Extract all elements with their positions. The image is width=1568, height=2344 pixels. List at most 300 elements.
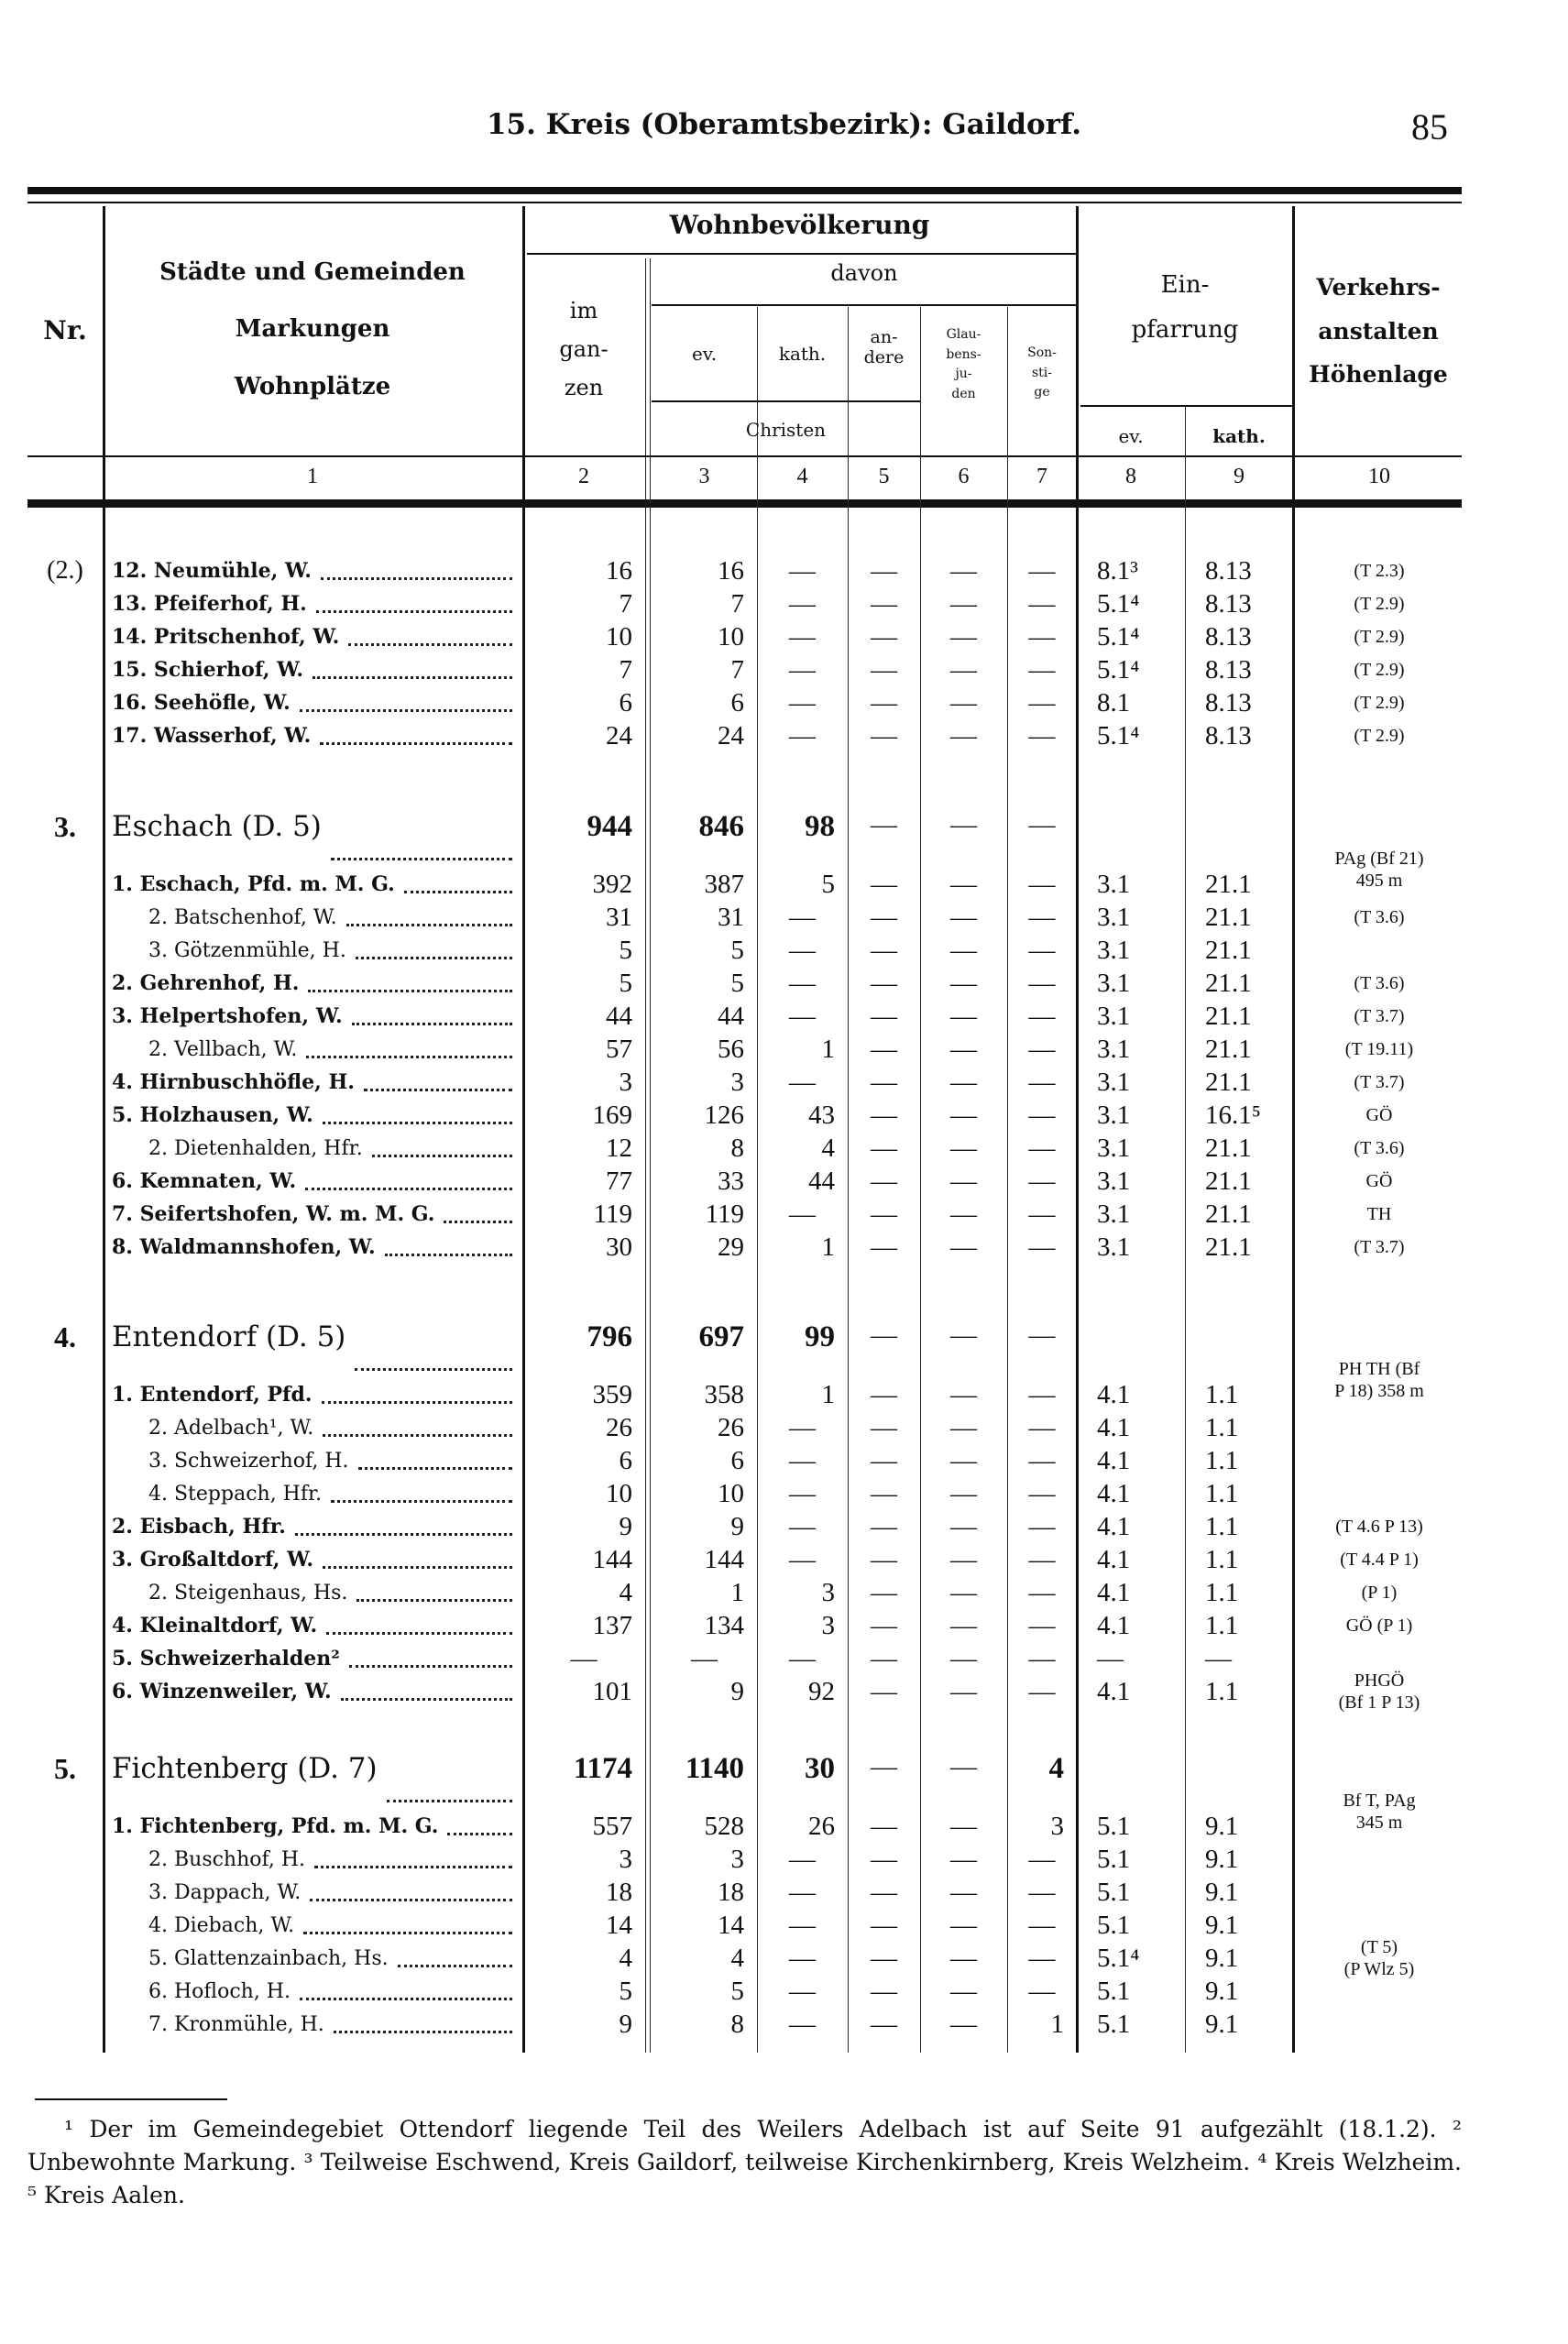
- place-name: [112, 1066, 518, 1099]
- dot-leader: [356, 956, 512, 959]
- place-name-text: 2. Buschhof, H.: [148, 1847, 306, 1871]
- header-col1-line3: Wohnplätze: [234, 373, 391, 400]
- value-cell-col-2: 359: [592, 1379, 632, 1409]
- value-cell-col-2: 796: [587, 1320, 632, 1353]
- value-cell-col-5: —: [871, 1320, 897, 1350]
- value-cell-col-3: 144: [704, 1544, 744, 1574]
- value-cell-col-5: —: [871, 621, 897, 652]
- value-cell-col-5: —: [871, 1232, 897, 1262]
- place-name: [112, 1609, 518, 1642]
- value-cell-col-2: 944: [587, 810, 632, 843]
- dot-leader: [295, 1532, 512, 1536]
- dot-leader: [358, 1466, 513, 1470]
- value-cell-col-3: 9: [730, 1511, 744, 1541]
- value-cell-col-7: —: [1028, 1412, 1056, 1442]
- place-name: [148, 934, 518, 967]
- place-name-text: 5. Glattenzainbach, Hs.: [148, 1946, 389, 1970]
- value-cell-col-9: 1.1: [1205, 1445, 1239, 1475]
- value-cell-col-9: 9.1: [1205, 1877, 1239, 1907]
- value-cell-col-4: 5: [821, 869, 835, 899]
- value-cell-col-3: 44: [718, 1001, 744, 1031]
- value-cell-col-7: —: [1028, 1976, 1056, 2006]
- place-name: [112, 1165, 518, 1198]
- value-cell-col-9: 1.1: [1205, 1577, 1239, 1607]
- value-cell-col-7: —: [1028, 968, 1056, 998]
- value-cell-col-7: —: [1028, 1610, 1056, 1640]
- value-cell-col-3: 387: [704, 869, 744, 899]
- value-cell-col-3: 5: [730, 1976, 744, 2006]
- value-cell-col-5: —: [871, 1100, 897, 1130]
- dot-leader: [341, 1697, 512, 1701]
- value-cell-col-3: 10: [718, 1478, 744, 1508]
- table-row: [0, 1876, 1568, 1909]
- value-cell-col-9: 8.13: [1205, 654, 1252, 685]
- place-name-text: 17. Wasserhof, W.: [112, 724, 312, 748]
- value-cell-col-4: —: [789, 1412, 816, 1442]
- dot-leader: [314, 1865, 512, 1868]
- value-cell-col-8: 4.1: [1097, 1445, 1131, 1475]
- value-cell-col-2: 101: [592, 1676, 632, 1706]
- place-name-text: 2. Eisbach, Hfr.: [112, 1515, 286, 1539]
- value-cell-col-7: —: [1028, 869, 1056, 899]
- place-name-text: 2. Vellbach, W.: [148, 1037, 298, 1061]
- value-cell-col-8: 4.1: [1097, 1478, 1131, 1508]
- table-row: [0, 934, 1568, 967]
- table-row: [0, 1132, 1568, 1165]
- column-number: 2: [578, 465, 589, 488]
- value-cell-col-6: —: [950, 1067, 977, 1097]
- value-cell-col-3: 846: [698, 810, 744, 843]
- place-name-text: 12. Neumühle, W.: [112, 559, 312, 583]
- place-name-text: 1. Fichtenberg, Pfd. m. M. G.: [112, 1814, 439, 1838]
- dot-leader: [398, 1964, 512, 1967]
- value-cell-col-4: —: [789, 720, 816, 750]
- place-name-text: 16. Seehöfle, W.: [112, 691, 291, 715]
- place-name: [148, 901, 518, 934]
- value-cell-col-5: —: [871, 1577, 897, 1607]
- value-cell-col-4: —: [789, 935, 816, 965]
- municipality-name: [112, 806, 518, 868]
- value-cell-col-5: —: [871, 1976, 897, 2006]
- value-cell-col-5: —: [871, 1412, 897, 1442]
- value-cell-col-8: 3.1: [1097, 1232, 1131, 1262]
- table-row: [0, 620, 1568, 653]
- value-cell-col-7: —: [1028, 654, 1056, 685]
- dot-leader: [300, 708, 512, 712]
- value-cell-col-7: —: [1028, 1676, 1056, 1706]
- dot-leader: [349, 1664, 512, 1668]
- header-nr: Nr.: [43, 315, 87, 345]
- value-cell-col-3: 8: [730, 1133, 744, 1163]
- place-name-text: 3. Großaltdorf, W.: [112, 1548, 314, 1572]
- traffic-elevation-note: (T 2.9): [1354, 660, 1405, 680]
- header-verkehr-hoehenlage: Verkehrs- anstalten Höhenlage: [1309, 274, 1448, 388]
- table-row: [0, 1543, 1568, 1576]
- municipality-name: [112, 1317, 518, 1378]
- traffic-elevation-note: (T 3.7): [1354, 1237, 1405, 1257]
- traffic-elevation-note: GÖ: [1365, 1171, 1393, 1191]
- traffic-elevation-note: (T 4.4 P 1): [1340, 1550, 1419, 1570]
- value-cell-col-9: 21.1: [1205, 902, 1252, 932]
- value-cell-col-3: 16: [718, 555, 744, 586]
- traffic-elevation-note: (T 2.9): [1354, 627, 1405, 647]
- value-cell-col-5: —: [871, 1643, 897, 1673]
- value-cell-col-2: 392: [592, 869, 632, 899]
- value-cell-col-8: 5.1: [1097, 1811, 1131, 1841]
- dot-leader: [334, 2030, 512, 2033]
- value-cell-col-7: —: [1028, 621, 1056, 652]
- value-cell-col-8: 3.1: [1097, 935, 1131, 965]
- value-cell-col-7: —: [1028, 1478, 1056, 1508]
- place-name: [112, 1675, 518, 1708]
- value-cell-col-9: 1.1: [1205, 1676, 1239, 1706]
- traffic-elevation-note: (T 4.6 P 13): [1335, 1517, 1423, 1537]
- value-cell-col-2: 12: [606, 1133, 632, 1163]
- traffic-elevation-note: (T 5) (P Wlz 5): [1343, 1937, 1415, 1979]
- value-cell-col-5: —: [871, 2009, 897, 2039]
- value-cell-col-7: —: [1028, 720, 1056, 750]
- value-cell-col-4: 30: [805, 1752, 835, 1785]
- value-cell-col-2: 31: [606, 902, 632, 932]
- traffic-elevation-note: [1293, 2008, 1465, 2041]
- table-row: [0, 554, 1568, 587]
- traffic-elevation-note: PHGÖ (Bf 1 P 13): [1338, 1670, 1420, 1713]
- table-row: [0, 1033, 1568, 1066]
- value-cell-col-6: —: [950, 1320, 977, 1350]
- traffic-elevation-note: (T 3.6): [1354, 907, 1405, 927]
- value-cell-col-7: 3: [1050, 1811, 1064, 1841]
- table-row: [0, 1411, 1568, 1444]
- value-cell-col-8: 3.1: [1097, 1067, 1131, 1097]
- value-cell-col-5: —: [871, 902, 897, 932]
- value-cell-col-2: 6: [619, 1445, 632, 1475]
- header-davon: davon: [830, 260, 898, 286]
- traffic-elevation-note: [1293, 1477, 1465, 1510]
- value-cell-col-8: [1077, 1317, 1185, 1378]
- value-cell-col-3: 6: [730, 687, 744, 717]
- value-cell-col-7: —: [1028, 687, 1056, 717]
- value-cell-col-9: 21.1: [1205, 869, 1252, 899]
- value-cell-col-4: —: [789, 968, 816, 998]
- traffic-elevation-note: (P 1): [1361, 1583, 1398, 1603]
- place-name: [112, 967, 518, 1000]
- value-cell-col-9: 1.1: [1205, 1511, 1239, 1541]
- value-cell-col-4: 98: [805, 810, 835, 843]
- traffic-elevation-note: (T 3.6): [1354, 1138, 1405, 1158]
- table-row: [0, 901, 1568, 934]
- value-cell-col-6: —: [950, 1676, 977, 1706]
- dot-leader: [385, 1253, 512, 1256]
- place-name-text: 4. Diebach, W.: [148, 1913, 295, 1937]
- dot-leader: [322, 1400, 512, 1404]
- place-name: [148, 1132, 518, 1165]
- value-cell-col-8: 4.1: [1097, 1511, 1131, 1541]
- value-cell-col-4: —: [789, 555, 816, 586]
- value-cell-col-6: —: [950, 621, 977, 652]
- value-cell-col-4: 92: [808, 1676, 835, 1706]
- value-cell-col-4: —: [789, 1067, 816, 1097]
- place-name-text: 5. Holzhausen, W.: [112, 1103, 313, 1127]
- value-cell-col-6: —: [950, 1943, 977, 1973]
- value-cell-col-5: —: [871, 1445, 897, 1475]
- value-cell-col-7: —: [1028, 1034, 1056, 1064]
- value-cell-col-3: 31: [718, 902, 744, 932]
- value-cell-col-3: 9: [730, 1676, 744, 1706]
- value-cell-col-4: 1: [821, 1379, 835, 1409]
- value-cell-col-9: 8.13: [1205, 588, 1252, 619]
- place-name: [148, 1477, 518, 1510]
- dot-leader: [313, 675, 512, 679]
- place-name-text: 2. Gehrenhof, H.: [112, 971, 300, 995]
- dot-leader: [316, 609, 512, 613]
- value-cell-col-6: —: [950, 687, 977, 717]
- value-cell-col-8: 5.1: [1097, 1844, 1131, 1874]
- traffic-elevation-note: [1293, 1378, 1465, 1411]
- value-cell-col-2: 57: [606, 1034, 632, 1064]
- column-number: 6: [958, 465, 970, 488]
- header-wohnbevoelkerung: Wohnbevölkerung: [669, 210, 930, 240]
- traffic-elevation-note: [1293, 868, 1465, 901]
- traffic-elevation-note: [1293, 1876, 1465, 1909]
- traffic-elevation-note: PAg (Bf 21) 495 m: [1334, 849, 1424, 891]
- place-name: [148, 1942, 518, 1975]
- value-cell-col-7: —: [1028, 1877, 1056, 1907]
- traffic-elevation-note: [1293, 1444, 1465, 1477]
- value-cell-col-2: 10: [606, 1478, 632, 1508]
- value-cell-col-3: 26: [718, 1412, 744, 1442]
- value-cell-col-2: 4: [619, 1943, 632, 1973]
- value-cell-col-5: —: [871, 1133, 897, 1163]
- column-number: 3: [698, 465, 710, 488]
- value-cell-col-6: —: [950, 1511, 977, 1541]
- top-thick-rule: [27, 187, 1462, 194]
- table-row: [0, 1510, 1568, 1543]
- value-cell-col-6: —: [950, 869, 977, 899]
- traffic-elevation-note: (T 3.7): [1354, 1072, 1405, 1092]
- table-row: [0, 1810, 1568, 1843]
- place-name: [112, 1510, 518, 1543]
- value-cell-col-2: 44: [606, 1001, 632, 1031]
- value-cell-col-4: —: [789, 687, 816, 717]
- traffic-elevation-note: [1293, 934, 1465, 967]
- traffic-elevation-note: (T 2.9): [1354, 726, 1405, 746]
- place-name-text: 3. Helpertshofen, W.: [112, 1004, 343, 1028]
- traffic-elevation-note: (T 2.3): [1354, 561, 1405, 581]
- section-number: 3.: [54, 810, 76, 843]
- value-cell-col-2: 137: [592, 1610, 632, 1640]
- value-cell-col-9: 8.13: [1205, 687, 1252, 717]
- dot-leader: [404, 890, 512, 893]
- value-cell-col-8: 5.1: [1097, 2009, 1131, 2039]
- value-cell-col-2: 24: [606, 720, 632, 750]
- value-cell-col-8: [1077, 1748, 1185, 1810]
- value-cell-col-8: 5.1⁴: [1097, 654, 1140, 685]
- value-cell-col-9: 9.1: [1205, 1910, 1239, 1940]
- value-cell-col-3: 358: [704, 1379, 744, 1409]
- value-cell-col-6: —: [950, 902, 977, 932]
- value-cell-col-3: 697: [698, 1320, 744, 1353]
- value-cell-col-6: —: [950, 720, 977, 750]
- value-cell-col-6: —: [950, 1166, 977, 1196]
- value-cell-col-9: 9.1: [1205, 1844, 1239, 1874]
- table-row: [0, 686, 1568, 719]
- traffic-elevation-note: (T 19.11): [1344, 1039, 1414, 1059]
- value-cell-col-5: —: [871, 810, 897, 839]
- value-cell-col-8: [1077, 806, 1185, 868]
- value-cell-col-9: 16.1⁵: [1205, 1100, 1261, 1130]
- wohnbev-underline: [527, 253, 1077, 255]
- value-cell-col-8: 4.1: [1097, 1412, 1131, 1442]
- place-name-text: 2. Steigenhaus, Hs.: [148, 1581, 348, 1605]
- place-name: [148, 1033, 518, 1066]
- value-cell-col-6: —: [950, 1976, 977, 2006]
- dot-leader: [346, 923, 512, 926]
- column-number: 10: [1368, 465, 1390, 488]
- value-cell-col-2: —: [570, 1643, 598, 1673]
- value-cell-col-8: 3.1: [1097, 869, 1131, 899]
- place-name-text: 8. Waldmannshofen, W.: [112, 1235, 376, 1259]
- place-name-text: 2. Adelbach¹, W.: [148, 1416, 314, 1440]
- dot-leader: [331, 857, 512, 860]
- value-cell-col-9: 21.1: [1205, 1034, 1252, 1064]
- value-cell-col-9: 8.13: [1205, 621, 1252, 652]
- value-cell-col-6: —: [950, 935, 977, 965]
- value-cell-col-5: —: [871, 1910, 897, 1940]
- value-cell-col-6: —: [950, 1478, 977, 1508]
- value-cell-col-3: 4: [730, 1943, 744, 1973]
- table-row: [0, 967, 1568, 1000]
- value-cell-col-4: —: [789, 1910, 816, 1940]
- value-cell-col-8: 5.1⁴: [1097, 720, 1140, 750]
- value-cell-col-9: 21.1: [1205, 1001, 1252, 1031]
- table-row: [0, 587, 1568, 620]
- traffic-elevation-note: Bf T, PAg 345 m: [1343, 1791, 1416, 1833]
- value-cell-col-9: —: [1205, 1643, 1232, 1673]
- value-cell-col-7: 4: [1048, 1752, 1064, 1785]
- value-cell-col-8: 4.1: [1097, 1676, 1131, 1706]
- place-name-text: 4. Hirnbuschhöfle, H.: [112, 1070, 355, 1094]
- column-number: 9: [1234, 465, 1245, 488]
- value-cell-col-4: —: [789, 1511, 816, 1541]
- value-cell-col-7: —: [1028, 1844, 1056, 1874]
- value-cell-col-5: —: [871, 654, 897, 685]
- traffic-elevation-note: PH TH (Bf P 18) 358 m: [1334, 1359, 1424, 1401]
- value-cell-col-2: 4: [619, 1577, 632, 1607]
- value-cell-col-9: 9.1: [1205, 1943, 1239, 1973]
- value-cell-col-3: 3: [730, 1067, 744, 1097]
- value-cell-col-5: —: [871, 1067, 897, 1097]
- header-ev: ev.: [691, 343, 718, 365]
- column-number: 8: [1125, 465, 1136, 488]
- dot-leader: [310, 1898, 512, 1901]
- section-number: 4.: [54, 1320, 76, 1353]
- place-name: [148, 1975, 518, 2008]
- dot-leader: [348, 642, 512, 646]
- value-cell-col-3: 126: [704, 1100, 744, 1130]
- dot-leader: [320, 741, 512, 745]
- value-cell-col-5: —: [871, 588, 897, 619]
- value-cell-col-7: —: [1028, 810, 1056, 839]
- table-row: [0, 1165, 1568, 1198]
- traffic-elevation-note: [1293, 1843, 1465, 1876]
- place-name: [112, 1642, 518, 1675]
- value-cell-col-9: [1185, 806, 1293, 868]
- place-name-text: 4. Steppach, Hfr.: [148, 1482, 323, 1506]
- value-cell-col-7: —: [1028, 1067, 1056, 1097]
- top-thin-rule: [27, 202, 1462, 203]
- header-col1-line2: Markungen: [235, 315, 390, 343]
- value-cell-col-7: —: [1028, 588, 1056, 619]
- value-cell-col-7: —: [1028, 1445, 1056, 1475]
- value-cell-col-7: —: [1028, 1199, 1056, 1229]
- footnotes: ¹ Der im Gemeindegebiet Ottendorf liegende Teil des Weilers Adelbach ist auf Seite 91 aufgezählt (18.1.2). ² Unbewohnte Markung. ³ Teilweise Eschwend, Kreis Gaildorf, teilweise Kirchenkirnberg, Kreis Welzheim. ⁴ Kreis Welzheim. ⁵ Kreis Aalen.: [27, 2116, 1462, 2208]
- value-cell-col-5: —: [871, 1877, 897, 1907]
- place-name: [112, 1231, 518, 1264]
- value-cell-col-9: 21.1: [1205, 1133, 1252, 1163]
- value-cell-col-9: 21.1: [1205, 1199, 1252, 1229]
- traffic-elevation-note: [1293, 1975, 1465, 2008]
- table-row: [0, 1099, 1568, 1132]
- value-cell-col-3: 7: [730, 654, 744, 685]
- value-cell-col-6: —: [950, 1232, 977, 1262]
- table-row: [0, 1378, 1568, 1411]
- value-cell-col-7: 1: [1050, 2009, 1064, 2039]
- value-cell-col-3: 1: [730, 1577, 744, 1607]
- value-cell-col-5: —: [871, 1166, 897, 1196]
- value-cell-col-4: 43: [808, 1100, 835, 1130]
- place-name-text: Eschach (D. 5): [112, 810, 322, 843]
- value-cell-col-8: 3.1: [1097, 902, 1131, 932]
- value-cell-col-5: —: [871, 968, 897, 998]
- value-cell-col-6: —: [950, 1844, 977, 1874]
- value-cell-col-7: —: [1028, 1232, 1056, 1262]
- dot-leader: [364, 1088, 512, 1091]
- value-cell-col-9: 21.1: [1205, 968, 1252, 998]
- place-name: [148, 1909, 518, 1942]
- value-cell-col-2: 5: [619, 935, 632, 965]
- value-cell-col-9: 21.1: [1205, 935, 1252, 965]
- table-row: [0, 1576, 1568, 1609]
- place-name-text: 7. Seifertshofen, W. m. M. G.: [112, 1202, 435, 1226]
- place-name-text: 7. Kronmühle, H.: [148, 2012, 324, 2036]
- value-cell-col-6: —: [950, 1199, 977, 1229]
- value-cell-col-9: 9.1: [1205, 1811, 1239, 1841]
- place-name-text: 13. Pfeiferhof, H.: [112, 592, 307, 616]
- traffic-elevation-note: (T 2.9): [1354, 693, 1405, 713]
- value-cell-col-3: 119: [705, 1199, 744, 1229]
- value-cell-col-9: 9.1: [1205, 1976, 1239, 2006]
- value-cell-col-3: 14: [718, 1910, 744, 1940]
- value-cell-col-3: 7: [730, 588, 744, 619]
- value-cell-col-7: —: [1028, 1001, 1056, 1031]
- dot-leader: [323, 1565, 512, 1569]
- header-bottom-thick-rule: [27, 499, 1462, 508]
- value-cell-col-4: 3: [821, 1577, 835, 1607]
- value-cell-col-5: —: [871, 1478, 897, 1508]
- value-cell-col-7: —: [1028, 1166, 1056, 1196]
- value-cell-col-4: —: [789, 621, 816, 652]
- value-cell-col-6: —: [950, 1412, 977, 1442]
- value-cell-col-3: 6: [730, 1445, 744, 1475]
- header-einpfarrung: Ein- pfarrung: [1131, 271, 1239, 345]
- dot-leader: [308, 989, 512, 992]
- value-cell-col-5: —: [871, 1544, 897, 1574]
- place-name-text: 4. Kleinaltdorf, W.: [112, 1614, 318, 1638]
- value-cell-col-2: 3: [619, 1844, 632, 1874]
- table-row: [0, 1198, 1568, 1231]
- value-cell-col-8: 5.1⁴: [1097, 1943, 1140, 1973]
- column-number: 7: [1036, 465, 1047, 488]
